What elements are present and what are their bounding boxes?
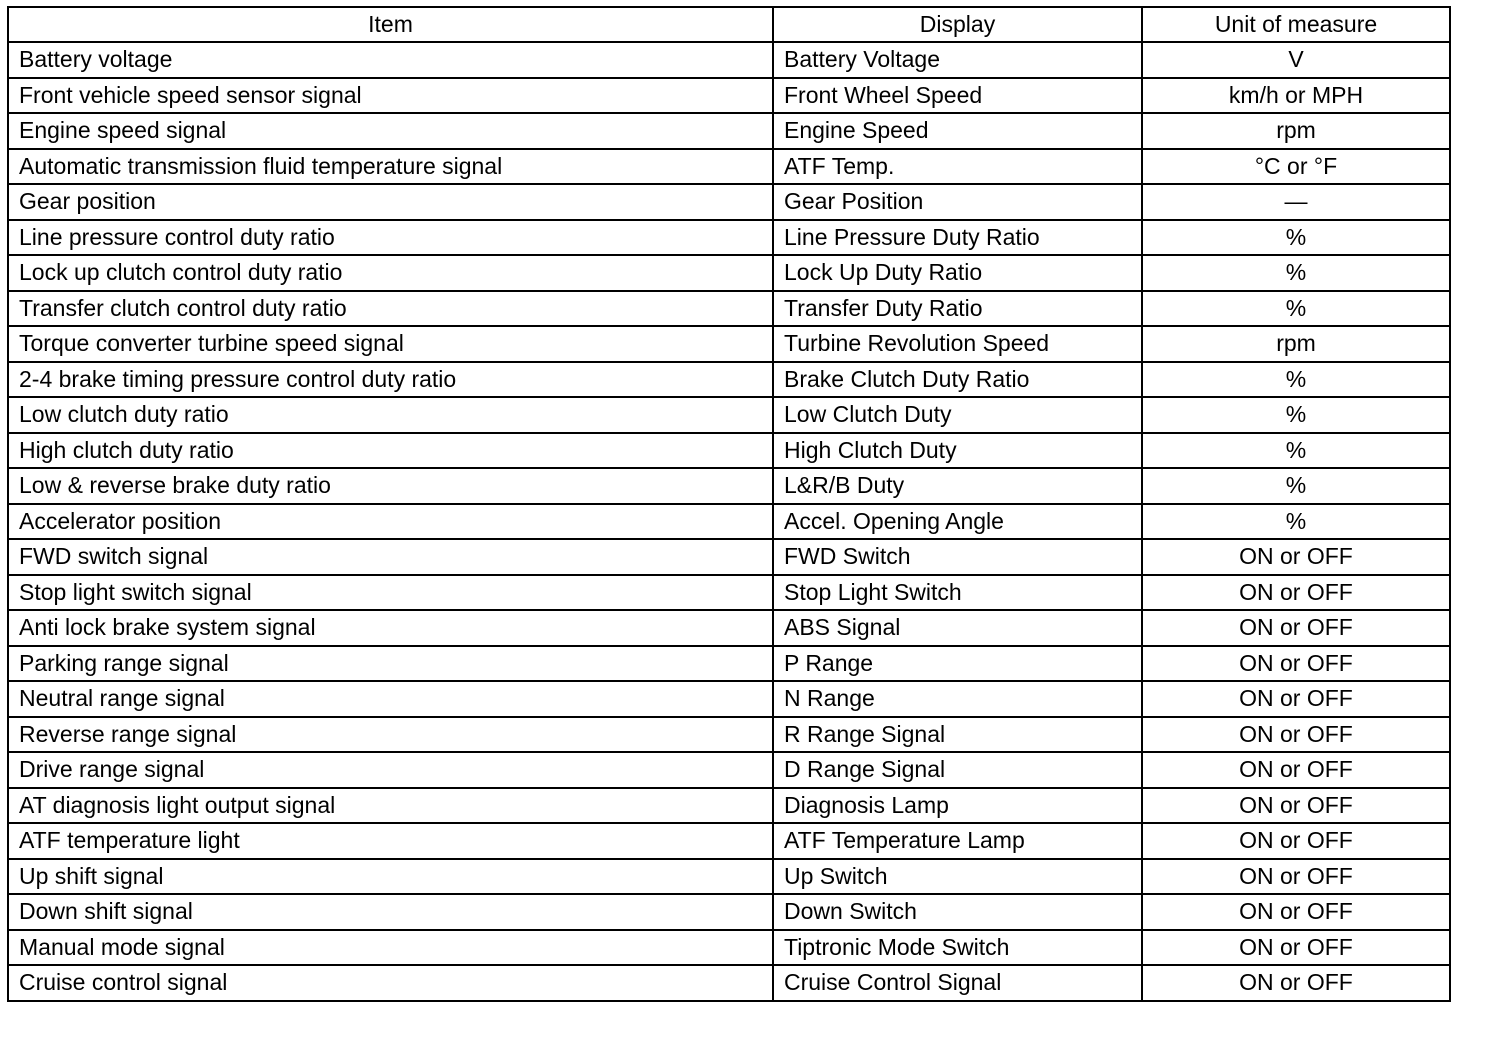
- table-row: [8, 326, 1450, 362]
- item-cell: Line pressure control duty ratio: [8, 220, 773, 256]
- table-row: [8, 539, 1450, 575]
- unit-cell: rpm: [1142, 113, 1450, 149]
- item-cell: Reverse range signal: [8, 717, 773, 753]
- table-row: [8, 291, 1450, 327]
- table-row: [8, 646, 1450, 682]
- unit-cell: ON or OFF: [1142, 717, 1450, 753]
- table-row: [8, 752, 1450, 788]
- unit-cell: ON or OFF: [1142, 859, 1450, 895]
- item-cell: Front vehicle speed sensor signal: [8, 78, 773, 114]
- display-cell: Battery Voltage: [773, 42, 1142, 78]
- item-cell: AT diagnosis light output signal: [8, 788, 773, 824]
- unit-cell: ON or OFF: [1142, 681, 1450, 717]
- header-item: Item: [8, 7, 773, 42]
- item-cell: Down shift signal: [8, 894, 773, 930]
- unit-cell: %: [1142, 504, 1450, 540]
- display-cell: ATF Temperature Lamp: [773, 823, 1142, 859]
- display-cell: Lock Up Duty Ratio: [773, 255, 1142, 291]
- item-cell: Drive range signal: [8, 752, 773, 788]
- item-cell: Transfer clutch control duty ratio: [8, 291, 773, 327]
- item-cell: Neutral range signal: [8, 681, 773, 717]
- item-cell: Gear position: [8, 184, 773, 220]
- unit-cell: rpm: [1142, 326, 1450, 362]
- item-cell: Battery voltage: [8, 42, 773, 78]
- item-cell: Engine speed signal: [8, 113, 773, 149]
- data-monitor-table-container: [7, 6, 1449, 1002]
- unit-cell: ON or OFF: [1142, 610, 1450, 646]
- unit-cell: %: [1142, 291, 1450, 327]
- table-row: [8, 220, 1450, 256]
- unit-cell: %: [1142, 468, 1450, 504]
- display-cell: N Range: [773, 681, 1142, 717]
- unit-cell: ON or OFF: [1142, 965, 1450, 1001]
- table-row: [8, 113, 1450, 149]
- display-cell: ABS Signal: [773, 610, 1142, 646]
- item-cell: Anti lock brake system signal: [8, 610, 773, 646]
- item-cell: Low & reverse brake duty ratio: [8, 468, 773, 504]
- display-cell: ATF Temp.: [773, 149, 1142, 185]
- table-row: [8, 468, 1450, 504]
- table-row: [8, 149, 1450, 185]
- item-cell: Stop light switch signal: [8, 575, 773, 611]
- display-cell: Down Switch: [773, 894, 1142, 930]
- unit-cell: %: [1142, 397, 1450, 433]
- display-cell: Engine Speed: [773, 113, 1142, 149]
- table-row: [8, 78, 1450, 114]
- table-row: [8, 717, 1450, 753]
- table-row: [8, 930, 1450, 966]
- table-row: [8, 894, 1450, 930]
- display-cell: Brake Clutch Duty Ratio: [773, 362, 1142, 398]
- unit-cell: ON or OFF: [1142, 930, 1450, 966]
- unit-cell: km/h or MPH: [1142, 78, 1450, 114]
- item-cell: Accelerator position: [8, 504, 773, 540]
- display-cell: Transfer Duty Ratio: [773, 291, 1142, 327]
- display-cell: R Range Signal: [773, 717, 1142, 753]
- item-cell: FWD switch signal: [8, 539, 773, 575]
- unit-cell: ON or OFF: [1142, 646, 1450, 682]
- display-cell: Stop Light Switch: [773, 575, 1142, 611]
- header-unit: Unit of measure: [1142, 7, 1450, 42]
- item-cell: Lock up clutch control duty ratio: [8, 255, 773, 291]
- item-cell: Low clutch duty ratio: [8, 397, 773, 433]
- display-cell: FWD Switch: [773, 539, 1142, 575]
- display-cell: Turbine Revolution Speed: [773, 326, 1142, 362]
- item-cell: Parking range signal: [8, 646, 773, 682]
- display-cell: Cruise Control Signal: [773, 965, 1142, 1001]
- table-row: [8, 823, 1450, 859]
- display-cell: Low Clutch Duty: [773, 397, 1142, 433]
- display-cell: Gear Position: [773, 184, 1142, 220]
- table-row: [8, 255, 1450, 291]
- table-row: [8, 965, 1450, 1001]
- unit-cell: ON or OFF: [1142, 788, 1450, 824]
- table-row: [8, 788, 1450, 824]
- display-cell: Front Wheel Speed: [773, 78, 1142, 114]
- item-cell: Torque converter turbine speed signal: [8, 326, 773, 362]
- table-row: [8, 681, 1450, 717]
- display-cell: L&R/B Duty: [773, 468, 1142, 504]
- table-row: [8, 575, 1450, 611]
- table-row: [8, 504, 1450, 540]
- display-cell: P Range: [773, 646, 1142, 682]
- unit-cell: %: [1142, 220, 1450, 256]
- item-cell: 2-4 brake timing pressure control duty ratio: [8, 362, 773, 398]
- unit-cell: V: [1142, 42, 1450, 78]
- display-cell: Diagnosis Lamp: [773, 788, 1142, 824]
- display-cell: Tiptronic Mode Switch: [773, 930, 1142, 966]
- data-monitor-table: [7, 6, 1451, 1002]
- item-cell: Manual mode signal: [8, 930, 773, 966]
- item-cell: Cruise control signal: [8, 965, 773, 1001]
- item-cell: ATF temperature light: [8, 823, 773, 859]
- display-cell: Accel. Opening Angle: [773, 504, 1142, 540]
- unit-cell: °C or °F: [1142, 149, 1450, 185]
- unit-cell: ON or OFF: [1142, 539, 1450, 575]
- table-header-row: [8, 7, 1450, 42]
- unit-cell: —: [1142, 184, 1450, 220]
- table-row: [8, 433, 1450, 469]
- unit-cell: ON or OFF: [1142, 894, 1450, 930]
- table-row: [8, 362, 1450, 398]
- unit-cell: ON or OFF: [1142, 752, 1450, 788]
- header-display: Display: [773, 7, 1142, 42]
- table-row: [8, 610, 1450, 646]
- table-body: [8, 42, 1450, 1001]
- table-row: [8, 859, 1450, 895]
- unit-cell: %: [1142, 362, 1450, 398]
- display-cell: Up Switch: [773, 859, 1142, 895]
- table-row: [8, 397, 1450, 433]
- table-row: [8, 184, 1450, 220]
- item-cell: Automatic transmission fluid temperature signal: [8, 149, 773, 185]
- item-cell: Up shift signal: [8, 859, 773, 895]
- table-row: [8, 42, 1450, 78]
- item-cell: High clutch duty ratio: [8, 433, 773, 469]
- display-cell: D Range Signal: [773, 752, 1142, 788]
- display-cell: Line Pressure Duty Ratio: [773, 220, 1142, 256]
- unit-cell: %: [1142, 433, 1450, 469]
- unit-cell: ON or OFF: [1142, 575, 1450, 611]
- unit-cell: %: [1142, 255, 1450, 291]
- display-cell: High Clutch Duty: [773, 433, 1142, 469]
- unit-cell: ON or OFF: [1142, 823, 1450, 859]
